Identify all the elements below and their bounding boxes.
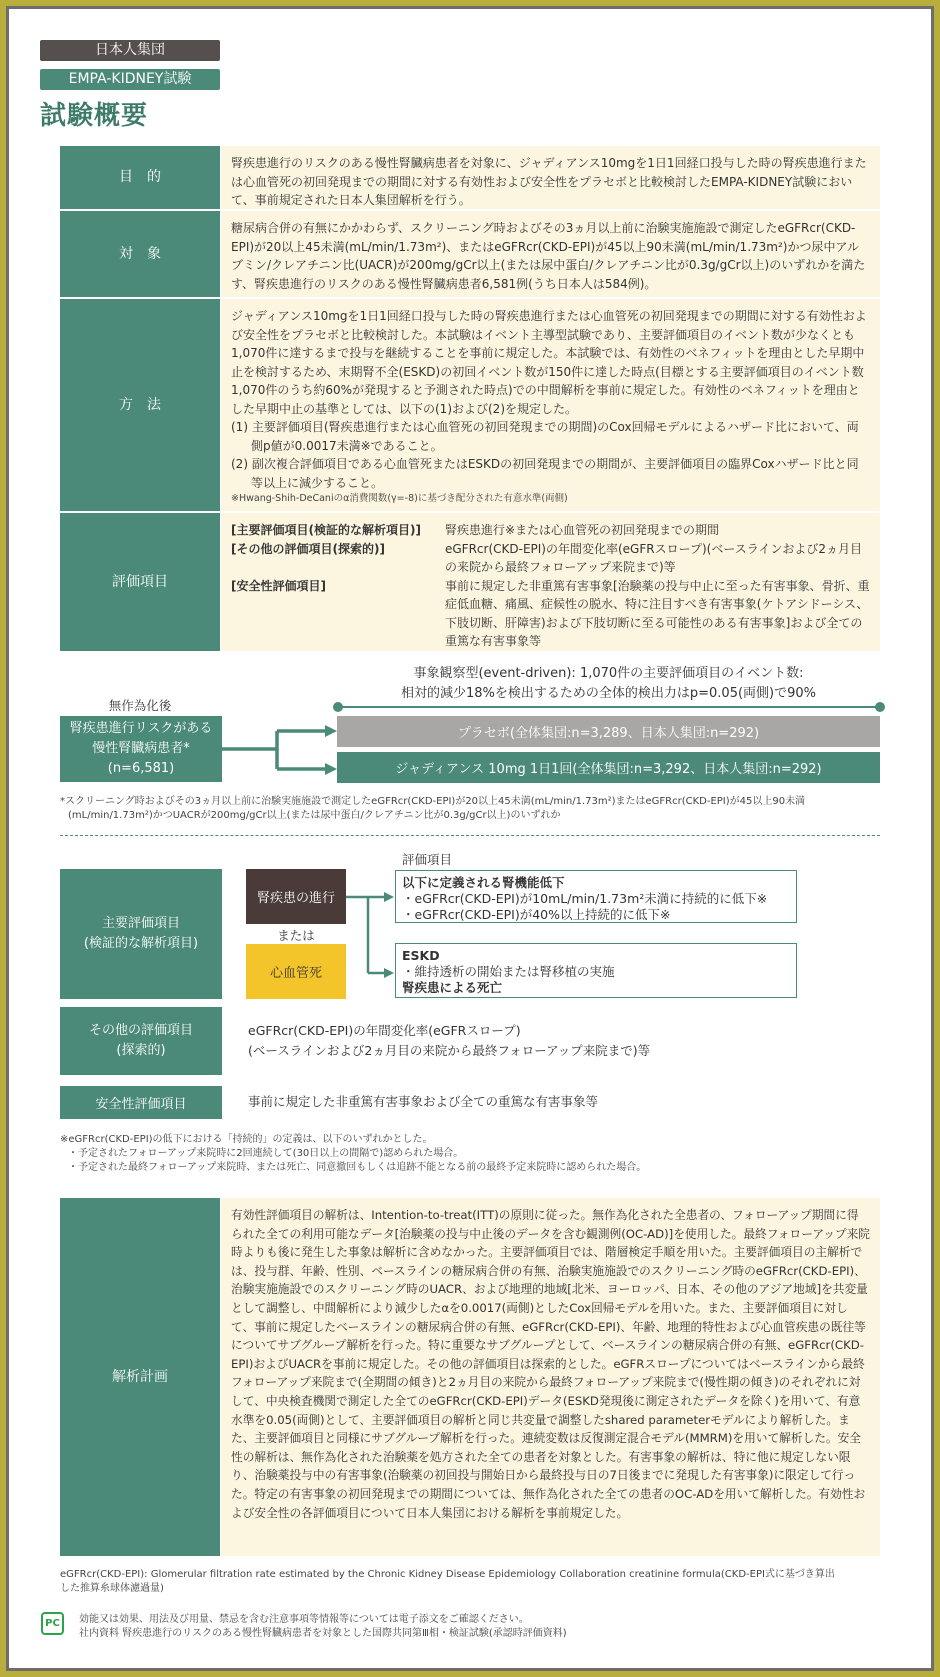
endpoints-text: [主要評価項目(検証的な解析項目)] 腎疾患進行※または心血管死の初回発現までの期間 [その他の評価項目(探索的)] eGFRcr(CKD-EPI)の年間変化率(eGFRスロープ)(ベースラインおよび2ヵ月目の来院から最終フォローアップ来院まで)等 [安全性評価項目] 事前に規定した非重篤有害事象[治験薬の投与中止に至った有害事象、骨折、重症低血糖、痛風、症候性の脱水、特に注目すべき有害事象(ケトアシドーシス、下肢切断、肝障害)および下肢切断に至る可能性のある有害事象]および全ての重篤な有害事象等: [221, 513, 880, 651]
other-endpoint-text: eGFRcr(CKD-EPI)の年間変化率(eGFRスロープ) (ベースラインおよび2ヵ月目の来院から最終フォローアップ来院まで)等: [248, 1023, 651, 1058]
randomization-label: 無作為化後: [108, 698, 172, 713]
method-text: ジャディアンス10mgを1日1回経口投与した時の腎疾患進行または心血管死の初回発現までの期間に対する有効性および安全性をプラセボと比較検討した。本試験はイベント主導型試験であり、主要評価項目のイベント数が少なくとも1,070件に達するまで投与を継続することを事前に規定した。本試験では、有効性のベネフィットを理由とした早期中止を検討するため、末期腎不全(ESKD)の初回イベント数が150件に達した時点(目標とする主要評価項目のイベント数1,070件のうち約60%が発現すると予測された時点)での中間解析を事前に規定した。有効性のベネフィットを理由とした早期中止の基準としては、以下の(1)および(2)を規定した。 (1) 主要評価項目(腎疾患進行または心血管死の初回発現までの期間)のCox回帰モデルによるハザード比において、両側p値が0.0017未満※であること。 (2) 副次複合評価項目である心血管死またはESKDの初回発現までの期間が、主要評価項目の臨界Coxハザード比と同等以上に減少すること。 ※Hwang-Shih-DeCaniのα消費関数(γ=-8)に基づき配分された有意水準(両側): [221, 299, 880, 511]
trial-tag: EMPA-KIDNEY試験: [40, 69, 220, 90]
timeline: [337, 706, 880, 708]
purpose-label: 目 的: [60, 146, 220, 209]
analysis-text: 有効性評価項目の解析は、Intention-to-treat(ITT)の原則に従った。無作為化された全患者の、フォローアップ期間に得られた全ての利用可能なデータ[治験薬の投与中止後のデータを含む観測例(OC-AD)]を使用した。最終フォローアップ来院時よりも後に発生した事象は解析に含めなかった。主要評価項目では、階層検定手順を用いた。主要評価項目の主解析では、投与群、年齢、性別、ベースラインの糖尿病合併の有無、治験実施施設でのスクリーニング時のeGFRcr(CKD-EPI)、治験実施施設でのスクリーニング時のUACR、および地理的地域[北米、ヨーロッパ、日本、その他のアジア地域]を共変量として調整し、中間解析により減少したαを0.0017(両側)としたCox回帰モデルを用いた。また、主要評価項目に対して、事前に規定したベースラインの糖尿病合併の有無、eGFRcr(CKD-EPI)、年齢、地理的特性および心血管疾患の既往等についてサブグループ解析を行った。特に重要なサブグループとして、ベースラインの糖尿病合併の有無、eGFRcr(CKD-EPI)およびUACRを事前に規定した。その他の評価項目は探索的とした。eGFRスロープについてはベースラインから最終フォローアップ来院まで(全期間の傾き)と2ヵ月目の来院から最終フォローアップ来院まで(慢性期の傾き)のそれぞれに対して、中央検査機関で測定した全てのeGFRcr(CKD-EPI)データ(ESKD発現後に測定されたデータを除く)を用いて、有意水準を0.05(両側)として、主要評価項目の解析と同じ共変量で調整したshared parameterモデルにより解析した。また、主要評価項目と同様にサブグループ解析を行った。連続変数は反復測定混合モデル(MMRM)を用いて解析した。安全性の解析は、無作為化された治験薬を処方された全ての患者を対象とした。有害事象の解析は、特に他に規定しない限り、治験薬投与中の有害事象(治験薬の初回投与開始日から最終投与日の7日後までに発現した有害事象)に限定して行った。特定の有害事象の初回発現までの期間については、無作為化された全ての患者のOC-ADを用いて解析した。有効性および安全性の各評価項目について日本人集団における解析を事前規定した。: [221, 1198, 880, 1556]
timeline-end-dot: [875, 702, 885, 712]
timeline-start-dot: [333, 702, 343, 712]
safety-endpoint-label: 安全性評価項目: [60, 1086, 222, 1119]
randomization-arrows: [220, 720, 340, 785]
persistent-definition-note: ※eGFRcr(CKD-EPI)の低下における「持続的」の定義は、以下のいずれかとした。 ・予定されたフォローアップ来院時に2回連続して(30日以上の間隔で)認められた場合。 ・予定された最終フォローアップ来院時、または死亡、同意撤回もしくは追跡不能となる前の最終予定来院時に認められた場合。: [60, 1134, 647, 1173]
endpoint-arrows: [346, 880, 396, 980]
endpoint-header: 評価項目: [402, 852, 453, 867]
pc-logo: PC: [41, 1612, 64, 1635]
or-label: または: [277, 928, 315, 943]
design-footnote: *スクリーニング時およびその3ヵ月以上前に治験実施施設で測定したeGFRcr(CKD-EPI)が20以上45未満(mL/min/1.73m²)またはeGFRcr(CKD-EPI)が45以上90未満 (mL/min/1.73m²)かつUACRが200mg/gCr以上(または尿中蛋白/クレアチニン比が0.3g/gCr以上)のいずれか: [60, 796, 806, 821]
section-divider: [60, 835, 880, 836]
event-driven-note: 事象観察型(event-driven): 1,070件の主要評価項目のイベント数: 相対的減少18%を検出するための全体的検出力はp=0.05(両側)で90%: [400, 666, 817, 701]
placebo-arm: プラセボ(全体集団:n=3,289、日本人集団:n=292): [337, 716, 880, 747]
purpose-text: 腎疾患進行のリスクのある慢性腎臓病患者を対象に、ジャディアンス10mgを1日1回経口投与した時の腎疾患進行または心血管死の初回発現までの期間に対する有効性および安全性をプラセボと比較検討したEMPA-KIDNEY試験において、事前規定された日本人集団解析を行う。: [221, 146, 880, 209]
eskd-box: ESKD ・維持透析の開始または腎移植の実施 腎疾患による死亡: [395, 943, 797, 998]
subject-label: 対 象: [60, 211, 220, 297]
safety-endpoint-text: 事前に規定した非重篤有害事象および全ての重篤な有害事象等: [248, 1094, 599, 1109]
abbreviation-note: eGFRcr(CKD-EPI): Glomerular filtration rate estimated by the Chronic Kidney Disease Epidemiology Collaboration creatinine formula(CKD-EPI式に基づき算出 した推算糸球体濾過量): [60, 1569, 835, 1594]
jardiance-arm: ジャディアンス 10mg 1日1回(全体集団:n=3,292、日本人集団:n=292): [337, 752, 880, 783]
renal-decline-box: 以下に定義される腎機能低下 ・eGFRcr(CKD-EPI)が10mL/min/1.73m²未満に持続的に低下※ ・eGFRcr(CKD-EPI)が40%以上持続的に低下※: [395, 870, 797, 923]
page-title: 試験概要: [40, 101, 149, 131]
endpoints-label: 評価項目: [60, 513, 220, 651]
kidney-progression-box: 腎疾患の進行: [246, 869, 346, 924]
other-endpoint-label: その他の評価項目 (探索的): [60, 1007, 222, 1075]
cv-death-box: 心血管死: [246, 944, 346, 999]
analysis-label: 解析計画: [60, 1198, 220, 1556]
method-label: 方 法: [60, 299, 220, 511]
footer-text: 効能又は効果、用法及び用量、禁忌を含む注意事項等情報等については電子添文をご確認ください。 社内資料 腎疾患進行のリスクのある慢性腎臓病患者を対象とした国際共同第Ⅲ相・検証試験(承認時評価資料): [79, 1614, 567, 1639]
population-tag: 日本人集団: [40, 40, 220, 61]
primary-endpoint-label: 主要評価項目 (検証的な解析項目): [60, 869, 222, 999]
patients-box: 腎疾患進行リスクがある 慢性腎臓病患者* (n=6,581): [60, 716, 222, 782]
subject-text: 糖尿病合併の有無にかかわらず、スクリーニング時およびその3ヵ月以上前に治験実施施設で測定したeGFRcr(CKD-EPI)が20以上45未満(mL/min/1.73m²)、またはeGFRcr(CKD-EPI)が45以上90未満(mL/min/1.73m²)かつ尿中アルブミン/クレアチニン比(UACR)が200mg/gCr以上(または尿中蛋白/クレアチニン比が0.3g/gCr以上)のいずれかを満たす、腎疾患進行のリスクのある慢性腎臓病患者6,581例(うち日本人は584例)。: [221, 211, 880, 297]
